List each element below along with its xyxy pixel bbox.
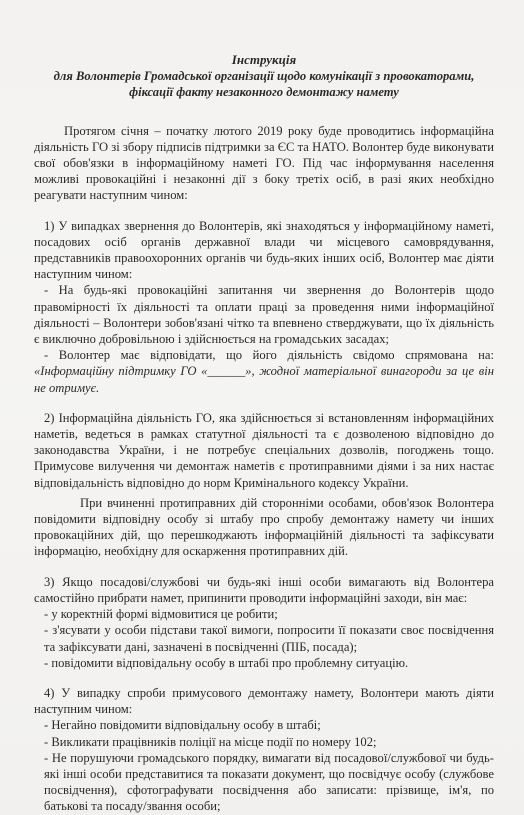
section-3-heading: 3) Якщо посадові/службові чи будь-які інші особи вимагають від Волонтера самостійно прибрати намет, припинити проводити інформаційні заходи, він має: [34, 574, 494, 605]
section-1-item-1: - На будь-які провокаційні запитання чи звернення до Волонтерів щодо правомірності їх діяльності та оплати праці за проведення ними інформаційної діяльності – Волонтери зобов'язані чітко та впевнено стверджувати, що їх діяльність є виключно добровільною і здійснюється на громадських засадах; [34, 283, 494, 347]
section-4-item-2: - Викликати працівників поліції на місце події по номеру 102; [44, 734, 377, 749]
section-3-item-2: - з'ясувати у особи підстави такої вимоги, попросити її показати своє посвідчення та зафіксувати дані, зазначені в посвідченні (ПІБ, посада); [44, 623, 494, 654]
section-4-item-1: - Негайно повідомити відповідальну особу в штабі; [44, 718, 321, 733]
intro-paragraph: Протягом січня – початку лютого 2019 року буде проводитись інформаційна діяльність ГО зі збору підписів підтримки за ЄС та НАТО. Волонтер буде виконувати свої обов'язки в інформаційному наметі ГО. Під час інформування населення можливі провокаційні і незаконні дії з боку третіх осіб, в разі яких необхідно реагувати наступним чином: [34, 123, 494, 203]
title-line-2: для Волонтерів Громадської організації щодо комунікації з провокаторами, [53, 69, 475, 84]
section-1-item-2-text: - Волонтер має відповідати, що його діяльність свідомо спрямована на: [44, 348, 494, 363]
section-2-paragraph-2: При вчиненні протиправних дій сторонніми особами, обов'язок Волонтера повідомити відповідну особу зі штабу про спробу демонтажу намету чи інших провокаційних дій, що перешкоджають інформаційній діяльності та зафіксувати інформацію, необхідну для оскарження протиправних дій. [34, 495, 494, 559]
section-1-item-2 [34, 347, 494, 396]
section-1-heading: 1) У випадках звернення до Волонтерів, які знаходяться у інформаційному наметі, посадових осіб органів державної влади чи місцевого самоврядування, представників правоохоронних органів чи будь-яких інших осіб, Волонтер має діяти наступним чином: [34, 218, 494, 282]
section-2-paragraph-1: 2) Інформаційна діяльність ГО, яка здійснюється зі встановленням інформаційних наметів, ведеться в рамках статутної діяльності та є дозволеною відповідно до законодавства України, і не потребує спеціальних дозволів, погоджень тощо. Примусове вилучення чи демонтаж наметів є протиправними діями і за них настає відповідальність відповідно до норм Кримінального кодексу України. [34, 410, 494, 490]
section-4-item-3: - Не порушуючи громадського порядку, вимагати від посадової/службової чи будь-які інші особи представитися та показати документ, що посвідчує особу (службове посвідчення), сфотографувати посвідчення або записати: прізвище, ім'я, по батькові та посаду/звання особи; [44, 750, 494, 814]
title-line-3: фіксації факту незаконного демонтажу намету [129, 85, 399, 100]
document-title [34, 52, 494, 101]
section-3-item-3: - повідомити відповідальну особу в штабі про проблемну ситуацію. [44, 655, 409, 670]
section-1-item-2-quote: «Інформаційну підтримку ГО «______», жодної матеріальної винагороди за це він не отримує. [34, 364, 494, 395]
title-line-1: Інструкція [231, 52, 297, 67]
section-4-heading: 4) У випадку спроби примусового демонтажу намету, Волонтери мають діяти наступним чином: [34, 685, 494, 717]
section-3-item-1: - у коректній формі відмовитися це робити; [44, 607, 278, 622]
